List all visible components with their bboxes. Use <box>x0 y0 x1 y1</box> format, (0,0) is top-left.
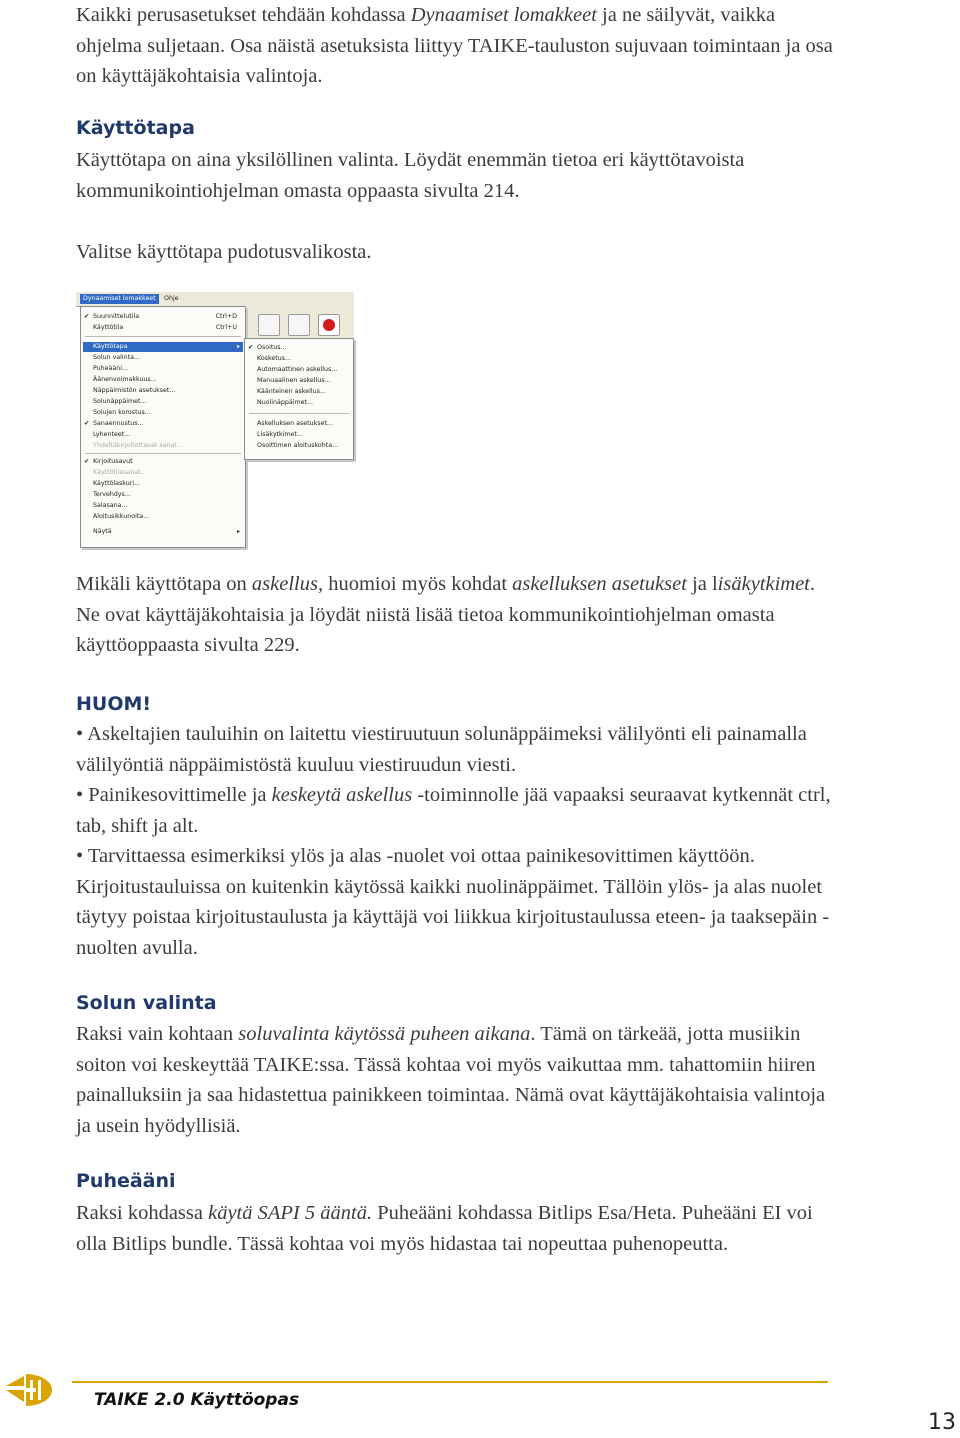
heading-kayttotapa: Käyttötapa <box>76 117 195 139</box>
menu-ohje[interactable]: Ohje <box>164 295 179 302</box>
intro-text-2: ja ne säilyvät, vaikka ohjelma suljetaan. Osa näistä asetuksista liittyy TAIKE-tauluston sujuvaan toimintaan ja osa on käyttäjäkohtaisia valintoja. <box>76 4 833 87</box>
diagram-tool-icon[interactable] <box>288 314 310 336</box>
intro-text-1: Kaikki perusasetukset tehdään kohdassa <box>76 4 411 26</box>
heading-solun-valinta: Solun valinta <box>76 992 217 1014</box>
menu-item[interactable]: Äänenvoimakkuus... <box>93 376 157 383</box>
submenu-item[interactable]: Manuaalinen askellus... <box>257 377 331 384</box>
menu-separator <box>85 336 241 337</box>
menu-item[interactable]: Solun valinta... <box>93 354 140 361</box>
menu-item: Käyttötilasanat... <box>93 469 147 476</box>
menu-item-nayta[interactable]: Näytä ▸ <box>93 528 240 535</box>
menu-item-kayttotapa[interactable]: Käyttötapa ▸ <box>83 342 243 352</box>
menu-screenshot <box>76 290 356 552</box>
kayttotapa-instruction: Valitse käyttötapa pudotusvalikosta. <box>76 241 372 263</box>
form-tool-icon[interactable] <box>258 314 280 336</box>
main-dropdown-menu <box>80 306 246 548</box>
menu-item[interactable]: Tervehdys... <box>93 491 131 498</box>
askellus-paragraph: Mikäli käyttötapa on askellus, huomioi myös kohdat askelluksen asetukset ja lisäkytkimet. Ne ovat käyttäjäkohtaisia ja löydät niistä lisää tietoa kommunikointiohjelman omasta käyttöoppaasta sivulta 229. <box>76 573 816 656</box>
menu-item[interactable]: Solunäppäimet... <box>93 398 147 405</box>
kayttotapa-paragraph: Käyttötapa on aina yksilöllinen valinta. Löydät enemmän tietoa eri käyttötavoista kommunikointiohjelman omasta oppaasta sivulta 214. <box>76 149 745 202</box>
menu-item[interactable]: Solujen korostus... <box>93 409 151 416</box>
submenu-item[interactable]: Nuolinäppäimet... <box>257 399 313 406</box>
menu-dynaamiset-lomakkeet[interactable]: Dynaamiset lomakkeet <box>80 294 159 304</box>
taike-logo-icon <box>4 1372 54 1408</box>
menu-item: Yhdeltäkirjoitettavat sanat... <box>93 442 183 449</box>
submenu-item-lisakytkimet[interactable]: Lisäkytkimet... <box>257 431 303 438</box>
intro-paragraph <box>76 0 836 92</box>
submenu-item-osoitus[interactable]: ✔ Osoitus... <box>248 344 287 351</box>
menu-item[interactable]: Näppäimistön asetukset... <box>93 387 176 394</box>
heading-huom: HUOM! <box>76 693 152 715</box>
submenu-kayttotapa <box>244 338 354 460</box>
submenu-item[interactable]: Automaattinen askellus... <box>257 366 338 373</box>
menu-separator <box>85 453 241 454</box>
shortcut: Ctrl+U <box>215 324 237 331</box>
shortcut: Ctrl+D <box>215 313 237 320</box>
menu-item[interactable]: Käyttölaskuri... <box>93 480 141 487</box>
menubar <box>76 292 354 307</box>
submenu-item[interactable]: Käänteinen askellus... <box>257 388 326 395</box>
menu-item[interactable]: Aloitusikkunoita... <box>93 513 150 520</box>
solun-valinta-paragraph: Raksi vain kohtaan soluvalinta käytössä puheen aikana. Tämä on tärkeää, jotta musiikin soiton voi keskeyttää TAIKE:ssa. Tässä kohtaa voi myös vaikuttaa mm. tahattomiin hiiren painalluksiin ja saa hidastettua painikkeen toimintaa. Nämä ovat käyttäjäkohtaisia valintoja ja usein hyödyllisiä. <box>76 1023 826 1137</box>
submenu-item[interactable]: Kosketus... <box>257 355 291 362</box>
check-icon: ✔ <box>84 313 90 320</box>
huom-bullet-2: • Painikesovittimelle ja keskeytä askellus -toiminnolle jää vapaaksi seuraavat kytkennät ctrl, tab, shift ja alt. <box>76 784 831 837</box>
huom-bullet-1: • Askeltajien tauluihin on laitettu viestiruutuun solunäppäimeksi välilyönti eli painamalla välilyöntiä näppäimistöstä kuuluu viestiruudun viesti. <box>76 723 807 776</box>
puheaani-paragraph: Raksi kohdassa käytä SAPI 5 ääntä. Puheääni kohdassa Bitlips Esa/Heta. Puheääni EI voi olla Bitlips bundle. Tässä kohtaa voi myös hidastaa tai nopeuttaa puhenopeutta. <box>76 1202 813 1255</box>
menu-item-suunnittelutila[interactable]: ✔ Suunnittelutila Ctrl+D <box>84 313 237 320</box>
submenu-item[interactable]: Osoittimen aloituskohta... <box>257 442 339 449</box>
check-icon: ✔ <box>84 458 90 465</box>
menu-item[interactable]: Salasana... <box>93 502 128 509</box>
submenu-arrow-icon: ▸ <box>236 528 240 535</box>
check-icon: ✔ <box>84 420 90 427</box>
submenu-item-askelluksen-asetukset[interactable]: Askelluksen asetukset... <box>257 420 333 427</box>
record-icon[interactable] <box>318 314 340 336</box>
menu-item-kayttotila[interactable]: Käyttötila Ctrl+U <box>93 324 237 331</box>
menu-separator <box>249 413 349 414</box>
menu-item[interactable]: ✔ Sanaennustus... <box>84 420 144 427</box>
footer-title: TAIKE 2.0 Käyttöopas <box>94 1390 300 1410</box>
menu-item[interactable]: Lyhenteet... <box>93 431 131 438</box>
footer-rule <box>72 1381 828 1383</box>
check-icon: ✔ <box>248 344 254 351</box>
page-number: 13 <box>928 1410 956 1435</box>
menu-item[interactable]: ✔ Kirjoitusavut <box>84 458 133 465</box>
menu-item[interactable]: Puheääni... <box>93 365 129 372</box>
huom-bullet-3: • Tarvittaessa esimerkiksi ylös ja alas -nuolet voi ottaa painikesovittimen käyttöön. Kirjoitustauluissa on kuitenkin käytössä kaikki nuolinäppäimet. Tällöin ylös- ja alas nuolet täytyy poistaa kirjoitustaulusta ja käyttäjä voi liikkua kirjoitustaulussa eteen- ja taaksepäin -nuolten avulla. <box>76 845 830 959</box>
intro-emphasis: Dynaamiset lomakkeet <box>410 4 597 26</box>
submenu-arrow-icon: ▸ <box>236 343 240 350</box>
heading-puheaani: Puheääni <box>76 1170 176 1192</box>
